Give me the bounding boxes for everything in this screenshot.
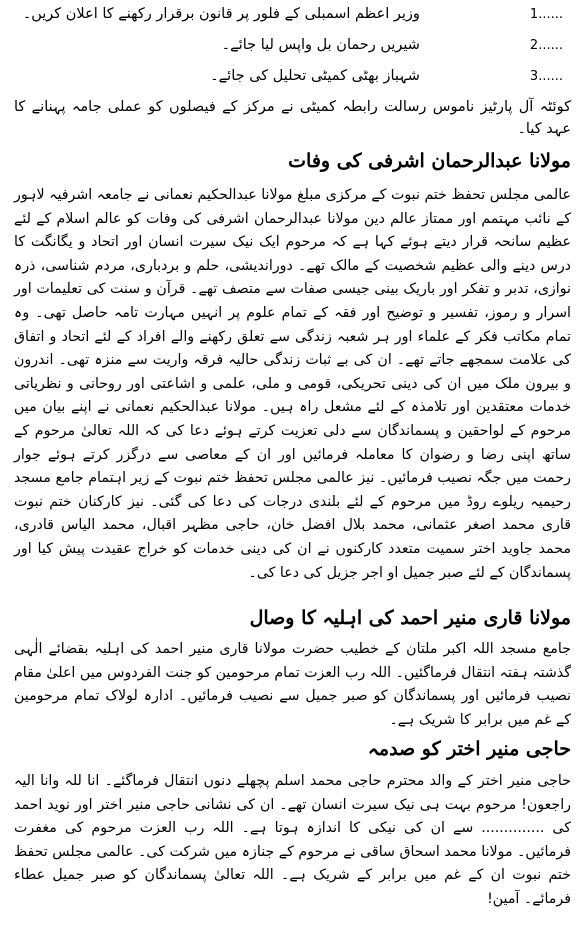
demands-list — [14, 6, 571, 99]
demand-item — [14, 37, 571, 68]
paragraph: جامع مسجد اللہ اکبر ملتان کے خطیب حضرت مولانا قاری منیر احمد کی اہلیہ بقضائے الٰہی گذشتہ ہفتہ انتقال فرماگئیں۔ اللہ رب العزت تمام مرحومین کو جنت الفردوس میں اعلیٰ مقام نصیب فرمائیں اور پسماندگان کو صبر جمیل سے نصیب فرمائیں۔ ادارہ لولاک تمام مرحومین کے غم میں برابر کا شریک ہے۔ — [14, 641, 571, 728]
demand-item — [14, 68, 571, 99]
demand-text: وزیر اعظم اسمبلی کے فلور پر قانون برقرار رکھنے کا اعلان کریں۔ — [22, 6, 420, 22]
demands-closing-paragraph: کوئٹہ آل پارٹیز ناموس رسالت رابطہ کمیٹی نے مرکز کے فیصلوں کو عملی جامہ پہنانے کا عہد کیا۔ — [14, 99, 571, 137]
section-heading: مولانا عبدالرحمان اشرفی کی وفات — [288, 150, 571, 172]
section-heading: حاجی منیر اختر کو صدمہ — [367, 738, 571, 760]
demand-text: شہباز بھٹی کمیٹی تحلیل کی جائے۔ — [210, 68, 420, 84]
demand-number: 2...... — [529, 38, 563, 53]
section-body — [14, 184, 571, 585]
paragraph: حاجی منیر اختر کے والد محترم حاجی محمد اسلم پچھلے دنوں انتقال فرماگئے۔ انا للہ وانا الیہ راجعون! مرحوم بہت ہی نیک سیرت انسان تھے۔ ان کی نشانی حاجی منیر اختر اور نوید احمد کی .............. سے ان کی نیکی کا اندازہ ہوتا ہے۔ اللہ رب العزت مرحوم کی مغفرت فرمائیں۔ مولانا محمد اسحاق ساقی نے مرحوم کے جنازہ میں شرکت کی۔ عالمی مجلس تحفظ ختم نبوت ان کے غم میں برابر کے شریک ہے۔ اللہ تعالیٰ پسماندگان کو صبر جمیل عطاء فرمائے۔ آمین! — [14, 773, 571, 907]
demand-number: 3...... — [529, 69, 563, 84]
section-body — [14, 638, 571, 732]
section-body — [14, 770, 571, 912]
demand-text: شیریں رحمان بل واپس لیا جائے۔ — [221, 37, 420, 53]
demand-item — [14, 6, 571, 37]
paragraph: عالمی مجلس تحفظ ختم نبوت کے مرکزی مبلغ مولانا عبدالحکیم نعمانی نے جامعہ اشرفیہ لاہور کے نائب مہتمم اور ممتاز عالم دین مولانا عبدالرحمان اشرفی کی وفات کو عالم اسلام کے لئے عظیم سانحہ قرار دیتے ہوئے کہا ہے کہ مرحوم ایک نیک سیرت انسان اور اتحاد و یگانگت کا درس دینے والی عظیم شخصیت کے مالک تھے۔ دوراندیشی، حلم و بردباری، مردم شناسی، ذرہ نوازی، تدبر و تفکر اور باریک بینی جیسی صفات سے متصف تھے۔ قرآن و سنت کی تعلیمات اور اسرار و رموز، تفسیر و توضیح اور فقہ کے تمام علوم پر انہیں مہارت تامہ حاصل تھی۔ وہ تمام مکاتب فکر کے علماء اور ہر شعبہ زندگی سے تعلق رکھنے والے افراد کے لئے اتحاد و اتفاق کی علامت سمجھے جاتے تھے۔ ان کی بے ثبات زندگی حالیہ فرقہ واریت سے منزہ تھی۔ اندرون و بیرون ملک میں ان کی دینی تحریکی، قومی و ملی، علمی و اشاعتی اور روحانی و نظریاتی خدمات معتقدین اور تلامذہ کے لئے مشعل راہ ہیں۔ مولانا عبدالحکیم نعمانی نے اپنے بیان میں مرحوم کے لواحقین و پسماندگان سے دلی تعزیت کرتے ہوئے دعا کی کہ اللہ تعالیٰ مرحوم کے ساتھ اپنی رضا و رضوان کا معاملہ فرمائیں اور ان کے معاصی سے درگزر کرتے ہوئے جوار رحمت میں جگہ نصیب فرمائیں۔ نیز عالمی مجلس تحفظ ختم نبوت کے زیر اہتمام جامع مسجد رحیمیہ ریلوے روڈ میں مرحوم کے لئے بلندی درجات کی دعا کی گئی۔ نیز کارکنان ختم نبوت قاری محمد اصغر عثمانی، محمد بلال افضل خان، حاجی مظہر اقبال، محمد الیاس قادری، محمد جاوید اختر سمیت متعدد کارکنوں نے ان کی دینی خدمات کو خراج عقیدت پیش کیا اور پسماندگان کے لئے صبر جمیل او اجر جزیل کی دعا کی۔ — [14, 187, 571, 581]
section-heading: مولانا قاری منیر احمد کی اہلیہ کا وصال — [249, 607, 571, 629]
demand-number: 1...... — [529, 7, 563, 22]
